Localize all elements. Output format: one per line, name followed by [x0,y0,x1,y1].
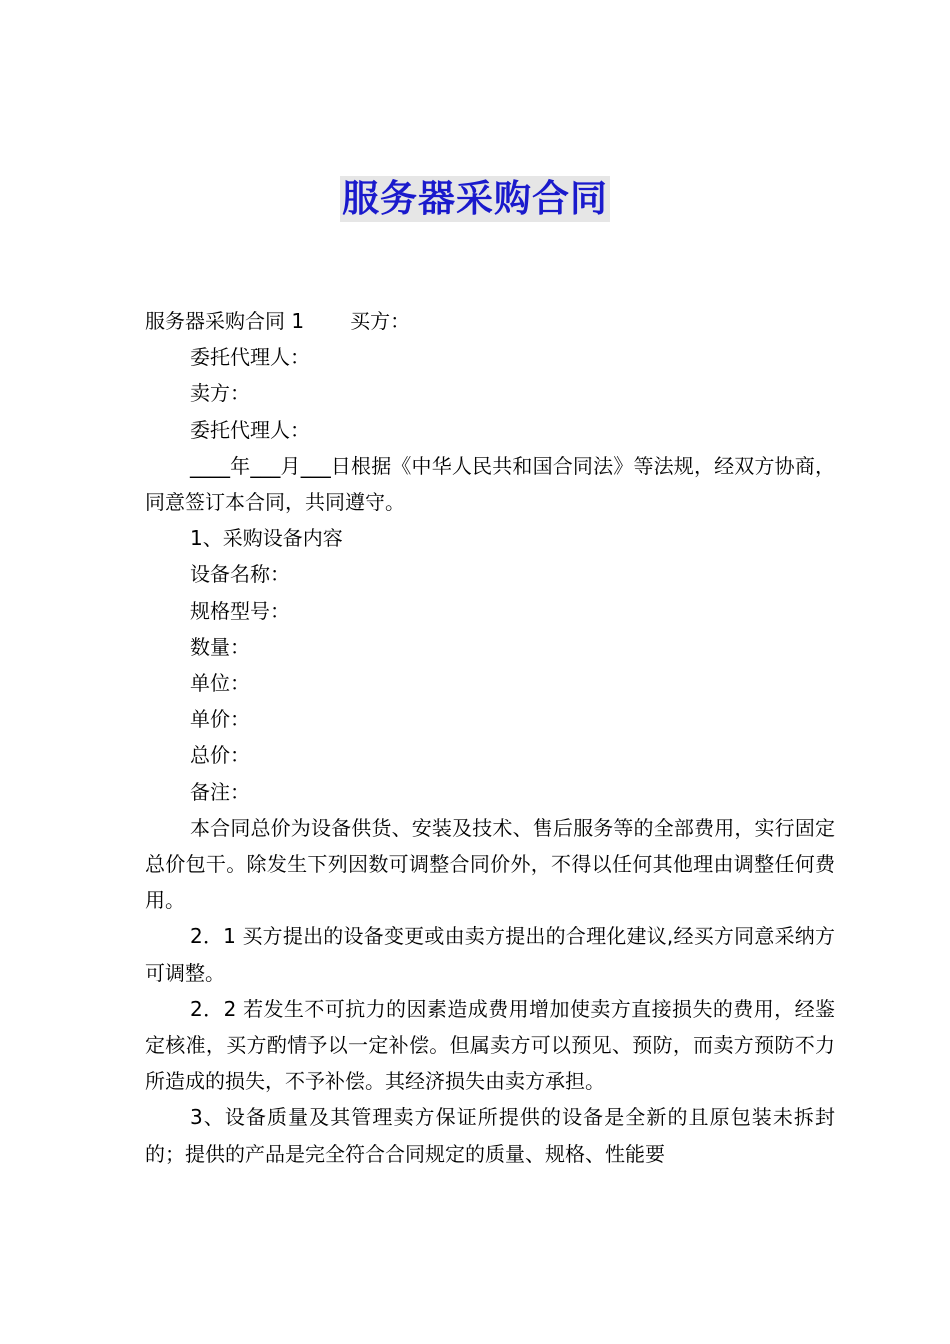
paragraph: 2．2 若发生不可抗力的因素造成费用增加使卖方直接损失的费用，经鉴定核准，买方酌情予以一定补偿。但属卖方可以预见、预防，而卖方预防不力所造成的损失，不予补偿。其经济损失由卖方承担。 [145,996,835,1094]
paragraph: 委托代理人： [190,417,310,442]
paragraph: 2．1 买方提出的设备变更或由卖方提出的合理化建议,经买方同意采纳方可调整。 [145,924,835,985]
paragraph: 委托代理人： [190,345,310,370]
paragraph-header [145,303,835,339]
paragraph: 数量： [190,634,250,659]
paragraph: 1、采购设备内容 [190,526,343,551]
paragraph: ____年___月___日根据《中华人民共和国合同法》等法规，经双方协商，同意签订本合同，共同遵守。 [145,453,835,515]
document-body [145,303,835,1172]
paragraph: 备注： [190,779,250,804]
paragraph: 总价： [190,743,250,768]
paragraph-header-text: 服务器采购合同 1 [145,309,305,333]
paragraph: 规格型号： [190,598,290,623]
paragraph: 设备名称： [190,562,290,587]
paragraph: 卖方： [190,381,250,406]
paragraph: 本合同总价为设备供货、安装及技术、售后服务等的全部费用，实行固定总价包干。除发生下列因数可调整合同价外，不得以任何其他理由调整任何费用。 [145,815,835,913]
paragraph: 3、设备质量及其管理卖方保证所提供的设备是全新的且原包装未拆封的；提供的产品是完全符合合同规定的质量、规格、性能要 [145,1105,835,1166]
title-container [0,176,950,222]
document-title: 服务器采购合同 [342,177,608,220]
buyer-label: 买方： [350,309,411,333]
paragraph: 单价： [190,707,250,732]
paragraph: 单位： [190,671,250,696]
